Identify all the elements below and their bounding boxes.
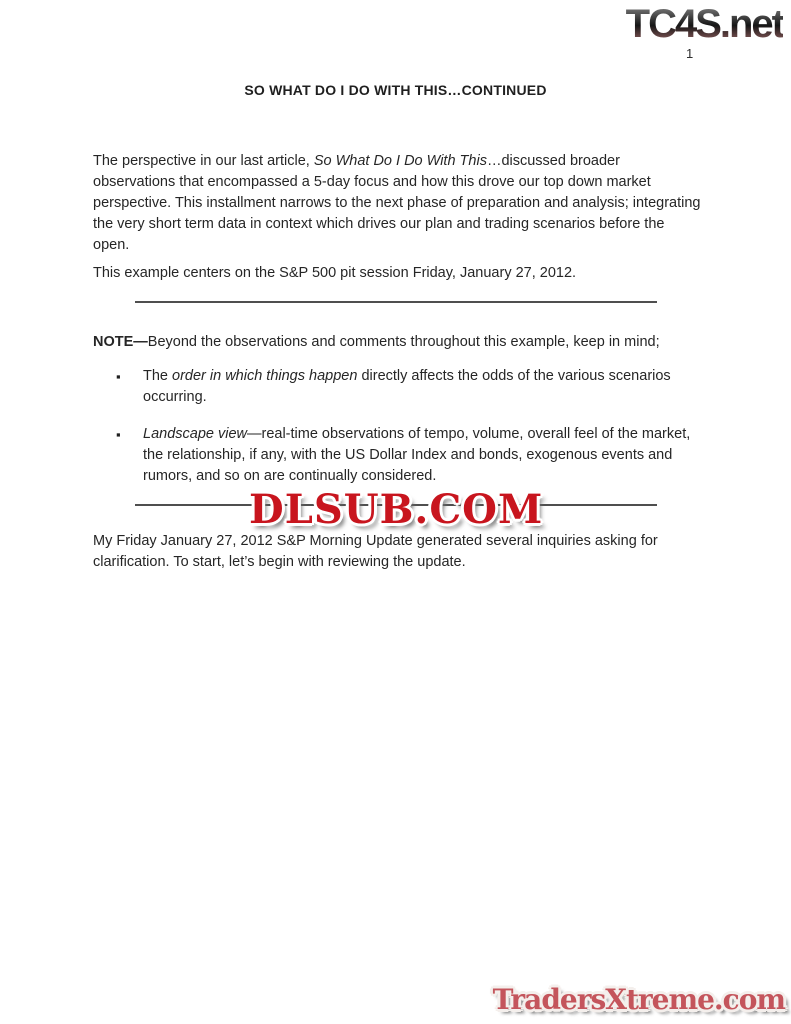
- paragraph-intro: [93, 151, 701, 256]
- intro-text-pre: The perspective in our last article,: [93, 153, 314, 169]
- bullet-landscape-italic: Landscape view: [143, 426, 247, 442]
- tradersxtreme-watermark: TradersXtreme.com: [492, 983, 785, 1016]
- note-text: Beyond the observations and comments throughout this example, keep in mind;: [147, 334, 660, 350]
- dlsub-watermark: DLSUB.COM: [249, 486, 544, 533]
- square-bullet-icon: ▪: [116, 427, 121, 442]
- intro-text-post: …discussed broader observations that encompassed a 5-day focus and how this drove our top down market perspective. This installment narrows to the next phase of preparation and analysis; integrating the very short term data in context which drives our plan and trading scenarios before the open.: [93, 153, 701, 253]
- note-label: NOTE—: [93, 334, 148, 350]
- note-bullet-list: [93, 366, 701, 487]
- page-number: 1: [686, 46, 694, 61]
- paragraph-example: This example centers on the S&P 500 pit session Friday, January 27, 2012.: [93, 265, 577, 281]
- bullet-order-pre: The: [143, 368, 173, 384]
- bullet-order-italic: order in which things happen: [172, 368, 358, 384]
- note-paragraph: [93, 332, 701, 353]
- bullet-item-order: [93, 366, 701, 408]
- paragraph-closing: My Friday January 27, 2012 S&P Morning Update generated several inquiries asking for clarification. To start, let’s begin with reviewing the update.: [93, 533, 658, 570]
- page-title: SO WHAT DO I DO WITH THIS…CONTINUED: [244, 82, 547, 98]
- square-bullet-icon: ▪: [116, 369, 121, 384]
- bullet-landscape-post: —real-time observations of tempo, volume, overall feel of the market, the relationship, if any, with the US Dollar Index and bonds, exogenous events and rumors, and so on are continually considered.: [143, 426, 691, 484]
- bullet-order-post: directly affects the odds of the various scenarios occurring.: [143, 368, 671, 405]
- tc4s-logo: TC4S.net: [625, 2, 783, 46]
- horizontal-rule-top: [135, 301, 657, 303]
- bullet-item-landscape: [93, 424, 701, 487]
- intro-article-title: So What Do I Do With This: [313, 153, 487, 169]
